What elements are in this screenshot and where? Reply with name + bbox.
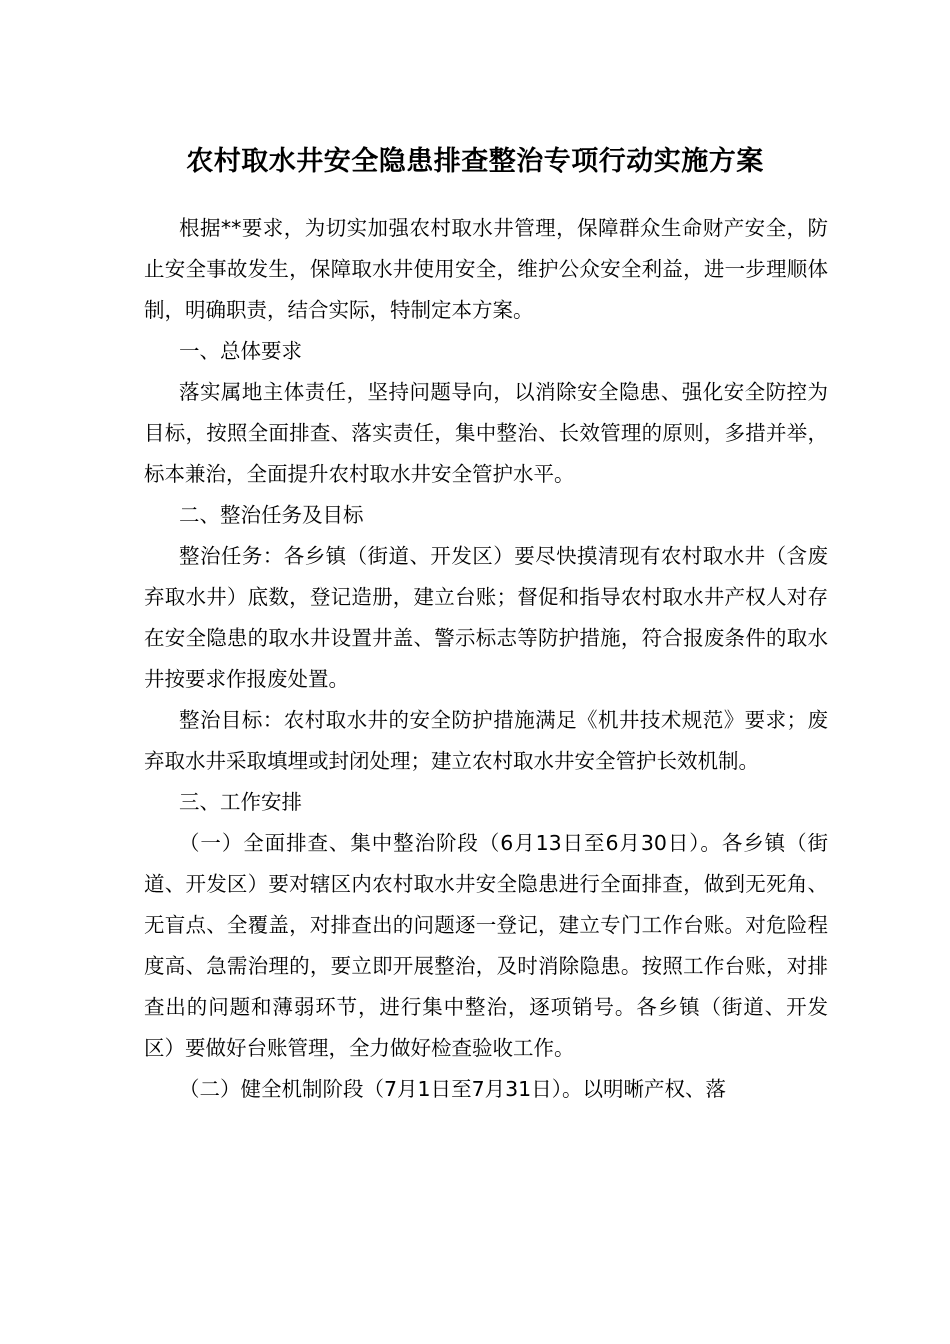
general-requirements-paragraph: 落实属地主体责任，坚持问题导向，以消除安全隐患、强化安全防控为目标，按照全面排查、落实责任，集中整治、长效管理的原则，多措并举，标本兼治，全面提升农村取水井安全管护水平。 [144, 380, 828, 486]
tasks-paragraph: 整治任务：各乡镇（街道、开发区）要尽快摸清现有农村取水井（含废弃取水井）底数，登记造册，建立台账；督促和指导农村取水井产权人对存在安全隐患的取水井设置井盖、警示标志等防护措施，符合报废条件的取水井按要求作报废处置。 [144, 544, 828, 691]
goals-paragraph: 整治目标：农村取水井的安全防护措施满足《机井技术规范》要求；废弃取水井采取填埋或封闭处理；建立农村取水井安全管护长效机制。 [144, 708, 828, 773]
section-heading-general-requirements: 一、总体要求 [179, 339, 302, 363]
intro-paragraph: 根据**要求，为切实加强农村取水井管理，保障群众生命财产安全，防止安全事故发生，保障取水井使用安全，维护公众安全利益，进一步理顺体制，明确职责，结合实际，特制定本方案。 [144, 216, 828, 322]
section-heading-tasks-and-goals: 二、整治任务及目标 [179, 503, 364, 527]
stage-two-paragraph: （二）健全机制阶段（7月1日至7月31日）。以明晰产权、落 [179, 1077, 726, 1101]
document-body [144, 208, 828, 1110]
section-heading-work-arrangement: 三、工作安排 [179, 790, 302, 814]
stage-one-paragraph: （一）全面排查、集中整治阶段（6月13日至6月30日）。各乡镇（街道、开发区）要对辖区内农村取水井安全隐患进行全面排查，做到无死角、无盲点、全覆盖，对排查出的问题逐一登记，建立专门工作台账。对危险程度高、急需治理的，要立即开展整治，及时消除隐患。按照工作台账，对排查出的问题和薄弱环节，进行集中整治，逐项销号。各乡镇（街道、开发区）要做好台账管理，全力做好检查验收工作。 [144, 831, 828, 1060]
document-title: 农村取水井安全隐患排查整治专项行动实施方案 [186, 146, 764, 177]
